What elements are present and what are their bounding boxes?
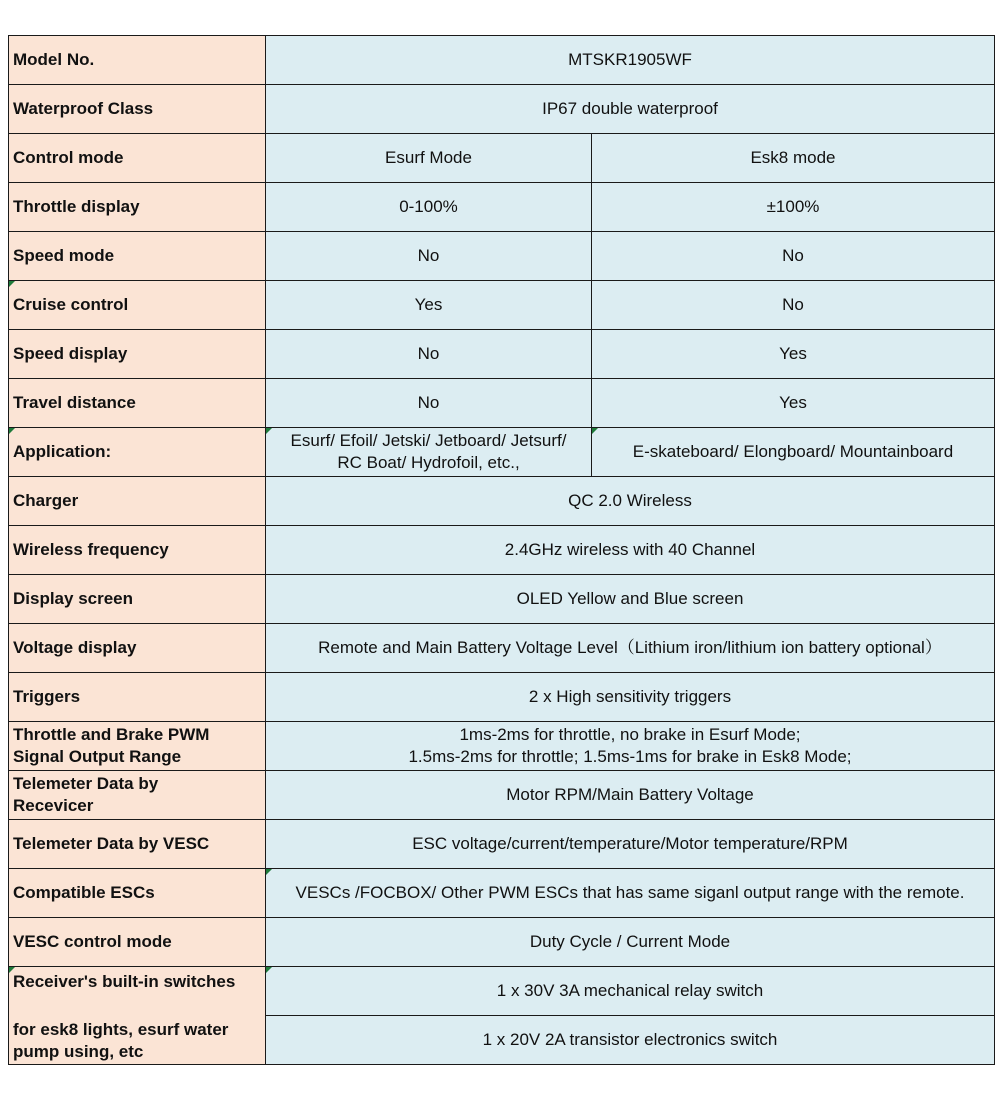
row-value: 1 x 30V 3A mechanical relay switch: [266, 967, 995, 1016]
row-label: Travel distance: [9, 379, 266, 428]
table-row: [9, 330, 995, 379]
table-row: [9, 183, 995, 232]
row-value-line: 1ms-2ms for throttle, no brake in Esurf Mode;: [459, 725, 801, 744]
esurf-value: Esurf Mode: [266, 134, 592, 183]
table-row: [9, 232, 995, 281]
row-value: ESC voltage/current/temperature/Motor temperature/RPM: [266, 820, 995, 869]
row-label-line: Recevicer: [13, 796, 94, 815]
table-row: [9, 771, 995, 820]
table-row: [9, 428, 995, 477]
row-label: Throttle display: [9, 183, 266, 232]
row-label: [9, 967, 266, 1065]
row-value: 2.4GHz wireless with 40 Channel: [266, 526, 995, 575]
table-row: [9, 918, 995, 967]
table-row: [9, 526, 995, 575]
esurf-value: 0-100%: [266, 183, 592, 232]
esurf-application-line: RC Boat/ Hydrofoil, etc.,: [337, 453, 520, 472]
esk8-value: Esk8 mode: [592, 134, 995, 183]
row-label: Cruise control: [9, 281, 266, 330]
row-value: MTSKR1905WF: [266, 36, 995, 85]
esurf-value: No: [266, 379, 592, 428]
row-label: Compatible ESCs: [9, 869, 266, 918]
row-label: VESC control mode: [9, 918, 266, 967]
table-row: [9, 624, 995, 673]
row-value: OLED Yellow and Blue screen: [266, 575, 995, 624]
esk8-value: Yes: [592, 379, 995, 428]
table-row: [9, 281, 995, 330]
table-row: [9, 575, 995, 624]
table-row: [9, 379, 995, 428]
row-label: Triggers: [9, 673, 266, 722]
row-label-line: Signal Output Range: [13, 747, 182, 766]
table-row: [9, 869, 995, 918]
esurf-value: No: [266, 232, 592, 281]
table-row: [9, 967, 995, 1016]
row-label: Model No.: [9, 36, 266, 85]
row-value: 2 x High sensitivity triggers: [266, 673, 995, 722]
row-value: 1 x 20V 2A transistor electronics switch: [266, 1016, 995, 1065]
row-value: Remote and Main Battery Voltage Level（Lithium iron/lithium ion battery optional）: [266, 624, 995, 673]
row-label-line: for esk8 lights, esurf water: [13, 1020, 229, 1039]
esk8-value: ±100%: [592, 183, 995, 232]
table-row: [9, 673, 995, 722]
esk8-value: No: [592, 232, 995, 281]
esurf-value: Yes: [266, 281, 592, 330]
row-label: Display screen: [9, 575, 266, 624]
row-label: Speed mode: [9, 232, 266, 281]
row-value: Motor RPM/Main Battery Voltage: [266, 771, 995, 820]
row-label-line: Receiver's built-in switches: [13, 972, 236, 991]
row-label-line: pump using, etc: [13, 1042, 144, 1061]
table-row: [9, 85, 995, 134]
table-row: [9, 477, 995, 526]
row-label: [9, 771, 266, 820]
spec-table: [8, 35, 995, 1065]
row-label: Control mode: [9, 134, 266, 183]
row-value: Duty Cycle / Current Mode: [266, 918, 995, 967]
table-row: [9, 820, 995, 869]
row-value: [266, 722, 995, 771]
row-label: Waterproof Class: [9, 85, 266, 134]
row-label-line: Telemeter Data by: [13, 774, 159, 793]
row-value: IP67 double waterproof: [266, 85, 995, 134]
row-label: Charger: [9, 477, 266, 526]
esurf-value: No: [266, 330, 592, 379]
row-value-line: 1.5ms-2ms for throttle; 1.5ms-1ms for brake in Esk8 Mode;: [408, 747, 852, 766]
table-row: [9, 134, 995, 183]
row-value: QC 2.0 Wireless: [266, 477, 995, 526]
esk8-value: Yes: [592, 330, 995, 379]
esk8-value: E-skateboard/ Elongboard/ Mountainboard: [592, 428, 995, 477]
row-label: Application:: [9, 428, 266, 477]
table-row: [9, 722, 995, 771]
row-label: Wireless frequency: [9, 526, 266, 575]
table-row: [9, 36, 995, 85]
row-label: Telemeter Data by VESC: [9, 820, 266, 869]
esurf-application-line: Esurf/ Efoil/ Jetski/ Jetboard/ Jetsurf/: [290, 431, 567, 450]
row-label: Speed display: [9, 330, 266, 379]
esk8-value: No: [592, 281, 995, 330]
row-label-line: Throttle and Brake PWM: [13, 725, 210, 744]
row-label: Voltage display: [9, 624, 266, 673]
row-label: [9, 722, 266, 771]
esurf-value: [266, 428, 592, 477]
row-value: VESCs /FOCBOX/ Other PWM ESCs that has same siganl output range with the remote.: [266, 869, 995, 918]
